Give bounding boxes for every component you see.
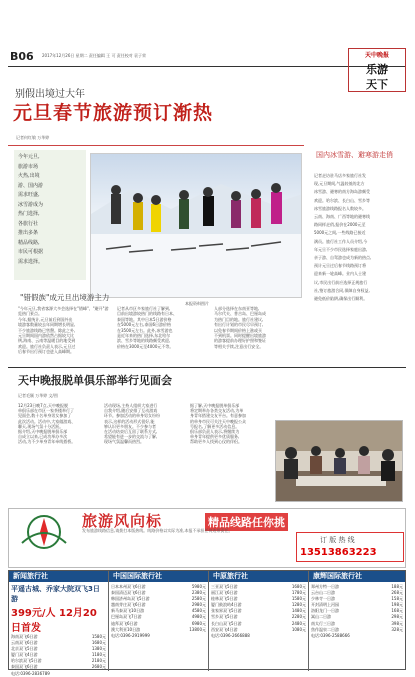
story-byline: 记者何红敏 万华婷 xyxy=(16,135,50,140)
body-line: 身青年搭建交友平台。有意参加 xyxy=(190,413,246,419)
story-headline: 元旦春节旅游预订渐热 xyxy=(13,102,214,124)
agency-body xyxy=(311,584,403,639)
story-subhead: "错假族"成元旦出境游主力 xyxy=(20,293,110,302)
body-line: 泰国等地。其中日本5日游价格 xyxy=(117,316,172,322)
body-line: 现,元旦期间,气温较低的北方 xyxy=(314,181,365,187)
listing-price: 198元 xyxy=(391,602,403,608)
listing-route: 厦门双飞4日游 xyxy=(11,652,38,658)
agency-listings xyxy=(8,570,406,676)
agency-promo-price: 399元/人 12月20日首发 xyxy=(11,608,97,634)
section-divider xyxy=(8,367,406,368)
ski-photo xyxy=(90,153,302,298)
section-logo xyxy=(348,48,406,92)
listing-route: 韩国济州岛双飞5日游 xyxy=(111,596,150,602)
body-line: 此次活动。活动中,大家做游戏、 xyxy=(18,418,76,424)
listing-price: 1280元 xyxy=(291,602,306,608)
body-line: 滨、雪乡等地的线路颇受欢迎, xyxy=(117,338,171,344)
listing-price: 2280元 xyxy=(291,614,306,620)
listing-route: 云南双飞6日游 xyxy=(11,640,38,646)
pull-quote-line: 热门选择, xyxy=(18,211,40,217)
body-line: 例,海南、云南等温暖目的地受到 xyxy=(18,338,76,344)
listing-price: 5980元 xyxy=(191,584,206,589)
section-name-line2: 天下 xyxy=(366,78,388,91)
body-line: 亲子游、自驾游也成为新的热点, xyxy=(314,255,372,261)
listing-route: 南太行三日游 xyxy=(311,620,335,626)
body-line: 有出行计划的市民尽早预订, xyxy=(214,322,264,328)
listing-price: 1580元 xyxy=(91,634,106,639)
body-line: 活动现场,主持人组织大家进行 xyxy=(104,403,158,408)
listing-route: 哈尔滨双飞5日游 xyxy=(11,658,42,664)
ad-logo xyxy=(14,513,74,551)
listing-price: 1580元 xyxy=(291,596,306,602)
listing-route: 澳大利亚10日游 xyxy=(111,626,141,632)
listing-price: 2980元 xyxy=(191,602,206,608)
body-line: 单俱乐部在市区一家茶楼举行了 xyxy=(18,408,74,414)
header-rule xyxy=(8,66,406,67)
listing-route: 郑州方特一日游 xyxy=(311,584,339,589)
page-number: B06 xyxy=(10,50,34,63)
listing-price: 1180元 xyxy=(91,652,106,658)
listing-price: 2380元 xyxy=(191,590,206,596)
page-meta: 2017年12月26日 星期二 责任编辑 王 可 责任校对 袁子荣 xyxy=(42,53,146,58)
body-column-3 xyxy=(214,306,306,349)
pull-quote-line: 市民可根据 xyxy=(18,249,44,255)
listing-price: 298元 xyxy=(391,614,403,620)
pull-quote-box xyxy=(14,150,86,280)
listing-price: 1380元 xyxy=(91,646,106,652)
listing-price: 13800元 xyxy=(189,626,206,632)
body-line: 不少旅游线路已售罄。除此之外, xyxy=(18,327,76,333)
agency-card xyxy=(9,571,109,676)
body-line: 记者从市区多家旅行社了解到, xyxy=(117,306,171,311)
agency-phone: 电话:0396-2666888 xyxy=(211,632,250,638)
story-kicker: 别假出境过大年 xyxy=(15,89,85,100)
listing-price: 2680元 xyxy=(91,664,106,670)
body-line: 在活动结束后互留了联系方式, xyxy=(104,429,158,435)
body-line: 记者走访驻马店多家旅行社发 xyxy=(314,173,366,178)
divider xyxy=(8,145,304,146)
body-line: 目前出境游较热门的线路有日本、 xyxy=(117,311,177,317)
listing-route: 海南双飞6日游 xyxy=(11,634,38,639)
right-column-title: 国内冰雪游、避寒游走俏 xyxy=(316,151,393,159)
body-line: 自成立以来,已成功举办多次 xyxy=(18,434,68,440)
listing-price: 1680元 xyxy=(91,640,106,646)
listing-route: 泰国双飞6日游 xyxy=(11,664,38,670)
body-line: 在3500元左右。此外,冰雪游也 xyxy=(117,327,173,333)
body-line: 将定期举办各类交友活动,为单 xyxy=(190,408,244,414)
body-line: 表示,这样的活动形式很好,能 xyxy=(104,418,155,424)
body-line: 现场气氛温馨而热烈。 xyxy=(104,439,144,445)
body-line: 预计元旦过后春节线路预订将 xyxy=(314,263,366,269)
body-line: 的游客提前办理好护照和签证 xyxy=(214,338,266,344)
body-line: 希望能有进一步的交流与了解, xyxy=(104,434,158,440)
listing-route: 长白山双飞5日游 xyxy=(211,620,242,626)
body-line: 环节。参加活动的单身男女纷纷 xyxy=(104,413,160,419)
story2-byline: 记者毛颖 万华婷 文/图 xyxy=(18,393,58,398)
skiers-illustration xyxy=(91,154,302,298)
ad-hotline-label: 订 版 热 线 xyxy=(320,536,355,544)
listing-route: 巴厘岛双飞7日游 xyxy=(111,614,142,620)
agency-body xyxy=(11,584,106,677)
listing-price: 158元 xyxy=(391,596,403,602)
body-line: 云南、海南、广西等地的避寒线 xyxy=(314,214,370,220)
listing-route: 日本本州双飞6日游 xyxy=(111,584,146,589)
listing-route: 越南芽庄双飞6日游 xyxy=(111,602,146,608)
ad-phone-number: 13513863223 xyxy=(300,547,377,558)
listing-route: 焦作温泉二日游 xyxy=(311,626,339,632)
agency-card xyxy=(209,571,309,671)
listing-price: 268元 xyxy=(391,590,403,596)
listing-route: 桂林双飞5日游 xyxy=(211,596,238,602)
body-line: 社,签订旅游合同,保障自身权益, xyxy=(314,287,370,293)
agency-phone: 电话:0396-2919999 xyxy=(111,632,150,638)
listing-route: 张家界双飞5日游 xyxy=(211,608,242,614)
listing-route: 北京双飞5日游 xyxy=(11,646,38,652)
listing-route: 开封清明上河园 xyxy=(311,602,339,608)
pull-quote-line: 推出多条 xyxy=(18,230,39,236)
listing-price: 1480元 xyxy=(291,608,306,614)
body-column-1 xyxy=(18,306,110,355)
pull-quote-line: 火热,出境 xyxy=(18,173,40,179)
body-line: 在5000元左右,泰国6日游价格 xyxy=(117,322,171,328)
body-line: 是近年来的热门选择,东北哈尔 xyxy=(117,333,171,339)
pull-quote-line: 今年元旦, xyxy=(18,154,40,160)
listing-price: 4580元 xyxy=(191,608,206,614)
body-line: 自我介绍,随后安排了互动游戏 xyxy=(104,408,158,414)
pull-quote-line: 游、国内游 xyxy=(18,182,44,189)
photo-caption: 本报资料图片 xyxy=(185,301,209,306)
listing-route: 新马泰双飞10日游 xyxy=(111,608,145,614)
meetup-photo xyxy=(275,420,403,502)
body-line: 今年,据统计,元旦前后到国外出 xyxy=(18,316,73,322)
ad-disclaimer: 发布旅游线路信息,请拨打本版热线。线路价格以实际为准,本报不承担任何连带责任。 xyxy=(82,528,233,533)
agency-name: 中国国际旅行社 xyxy=(109,571,208,582)
compass-logo-icon xyxy=(14,513,74,551)
body-line: 12月23日晚7点,天中晚报脱 xyxy=(18,403,68,408)
pull-quote-line: 需求选择。 xyxy=(18,258,44,265)
story2-column-1 xyxy=(18,403,98,445)
story2-headline: 天中晚报脱单俱乐部举行见面会 xyxy=(18,374,172,387)
body-line: 避免低价陷阱,确保出行顺利。 xyxy=(314,296,368,302)
listing-price: 6980元 xyxy=(191,620,206,626)
body-line: 欢迎。旅行社负责人表示,元旦过 xyxy=(18,343,76,349)
meetup-illustration xyxy=(276,421,403,502)
listing-route: 少林寺一日游 xyxy=(311,596,335,602)
pull-quote-line: 需求旺盛, xyxy=(18,192,40,198)
listing-price: 328元 xyxy=(391,626,403,632)
body-line: 欢迎。哈尔滨、长白山、雪乡等 xyxy=(314,197,370,203)
body-line: 据了解,天中晚报脱单俱乐部 xyxy=(190,403,240,408)
listing-price: 2180元 xyxy=(91,658,106,664)
ad-tagline: 精品线路任你挑 xyxy=(205,513,288,531)
listing-route: 厦门鼓浪屿4日游 xyxy=(211,602,242,608)
agency-phone: 电话:0396-2836789 xyxy=(11,670,50,676)
pull-quote-line: 冰雪游成为 xyxy=(18,201,44,208)
body-line: 不到机票。同时提醒出境旅游 xyxy=(214,333,266,339)
listing-route: 雪乡双飞5日游 xyxy=(211,614,238,620)
agency-name: 新闻旅行社 xyxy=(9,571,108,582)
body-line: 冰雪游、避寒的南方海岛游颇受 xyxy=(314,189,370,195)
body-line: 元旦期间国内游依然占据较大比 xyxy=(18,333,74,339)
agency-phone: 电话:0396-2588666 xyxy=(311,632,350,638)
body-line: 单身青年提供更多优质服务, xyxy=(190,434,240,440)
body-line: "今年元旦,我省客源大多会选择在"错峰"、"避开"游览热门景点。 xyxy=(18,306,109,317)
listing-price: 2580元 xyxy=(191,596,206,602)
agency-promo-line: 平遥古城、乔家大院双飞3日游 xyxy=(11,585,100,603)
body-line: 价格在3000元至4000元不等。 xyxy=(117,343,174,349)
listing-price: 2480元 xyxy=(291,620,306,626)
agency-card xyxy=(309,571,405,671)
body-line: 议,市民出行前应选择正规旅行 xyxy=(314,279,368,285)
body-line: 等相关手续,注意出行安全。 xyxy=(214,343,264,349)
body-column-2 xyxy=(117,306,209,349)
body-line: 见面会,数十名单身男女参加了 xyxy=(18,413,72,419)
pull-quote-line: 各旅行社 xyxy=(18,220,39,227)
listing-price: 188元 xyxy=(391,584,403,589)
listing-price: 168元 xyxy=(391,608,403,614)
listing-price: 1080元 xyxy=(291,626,306,632)
agency-body xyxy=(211,584,306,639)
listing-price: 1680元 xyxy=(291,584,306,589)
section-name-line1: 乐游 xyxy=(366,63,388,76)
listing-route: 云台山二日游 xyxy=(311,590,335,596)
pull-quote-line: 精品线路, xyxy=(18,239,40,246)
story2-column-2 xyxy=(104,403,184,445)
body-line: 年元旦不少市民选择家庭出游, xyxy=(314,246,368,252)
body-line: 俱乐部负责人表示,将继续为 xyxy=(190,429,240,435)
listing-route: 洛阳龙门一日游 xyxy=(311,608,339,614)
body-line: 后春节出行预订也进入高峰期。 xyxy=(18,349,74,355)
body-line: 号报名,了解更多活动信息。 xyxy=(190,423,240,429)
story2-column-3 xyxy=(190,403,270,445)
body-line: 够认识更多朋友。不少参与者 xyxy=(104,423,156,429)
listing-price: 4980元 xyxy=(191,614,206,620)
listing-price: 1780元 xyxy=(291,590,306,596)
pull-quote-line: 旅游市场 xyxy=(18,163,39,170)
body-line: 以免春节期间价格上涨或买 xyxy=(214,327,262,333)
body-line: 迎来新一轮高峰。业内人士建 xyxy=(314,271,366,277)
agency-body xyxy=(111,584,206,639)
body-line: 满员。旅行社工作人员介绍,今 xyxy=(314,238,368,244)
body-line: 活动,为不少单身青年牵线搭桥。 xyxy=(18,439,76,445)
body-line: 路同样走俏,报价在2000元至 xyxy=(314,222,366,228)
ad-title: 旅游风向标 xyxy=(82,512,163,530)
body-line: 聊天,现场气氛十分活跃。 xyxy=(18,423,64,429)
body-line: 为热门目的地。旅行社建议, xyxy=(214,316,264,322)
paper-brand: 天中晚报 xyxy=(364,52,389,59)
body-line: 帮助更多人找到心仪的伴侣。 xyxy=(190,439,242,445)
body-line: 人部分选择在东南亚等地, xyxy=(214,306,260,311)
listing-route: 迪拜双飞6日游 xyxy=(111,620,138,626)
listing-route: 嵩山二日游 xyxy=(311,614,331,620)
body-line: 境游客数量较去年同期增长明显, xyxy=(18,322,76,328)
body-line: 马尔代夫、普吉岛、巴厘岛成 xyxy=(214,311,266,317)
listing-route: 西安双飞4日游 xyxy=(211,626,238,632)
agency-card xyxy=(109,571,209,671)
agency-name: 康辉国际旅行社 xyxy=(309,571,405,582)
body-line: 5000元之间,一些线路已接近 xyxy=(314,230,366,236)
body-line: 据介绍,天中晚报脱单俱乐部 xyxy=(18,429,68,435)
listing-route: 泰国清迈双飞6日游 xyxy=(111,590,146,596)
listing-route: 三亚双飞5日游 xyxy=(211,584,238,589)
listing-route: 丽江双飞6日游 xyxy=(211,590,238,596)
body-line: 的单身市民可关注天中晚报公众 xyxy=(190,418,246,424)
body-line: 冰雪旅游线路报名人数较多。 xyxy=(314,205,366,211)
listing-price: 398元 xyxy=(391,620,403,626)
right-column-body xyxy=(314,172,408,303)
agency-name: 中原旅行社 xyxy=(209,571,308,582)
